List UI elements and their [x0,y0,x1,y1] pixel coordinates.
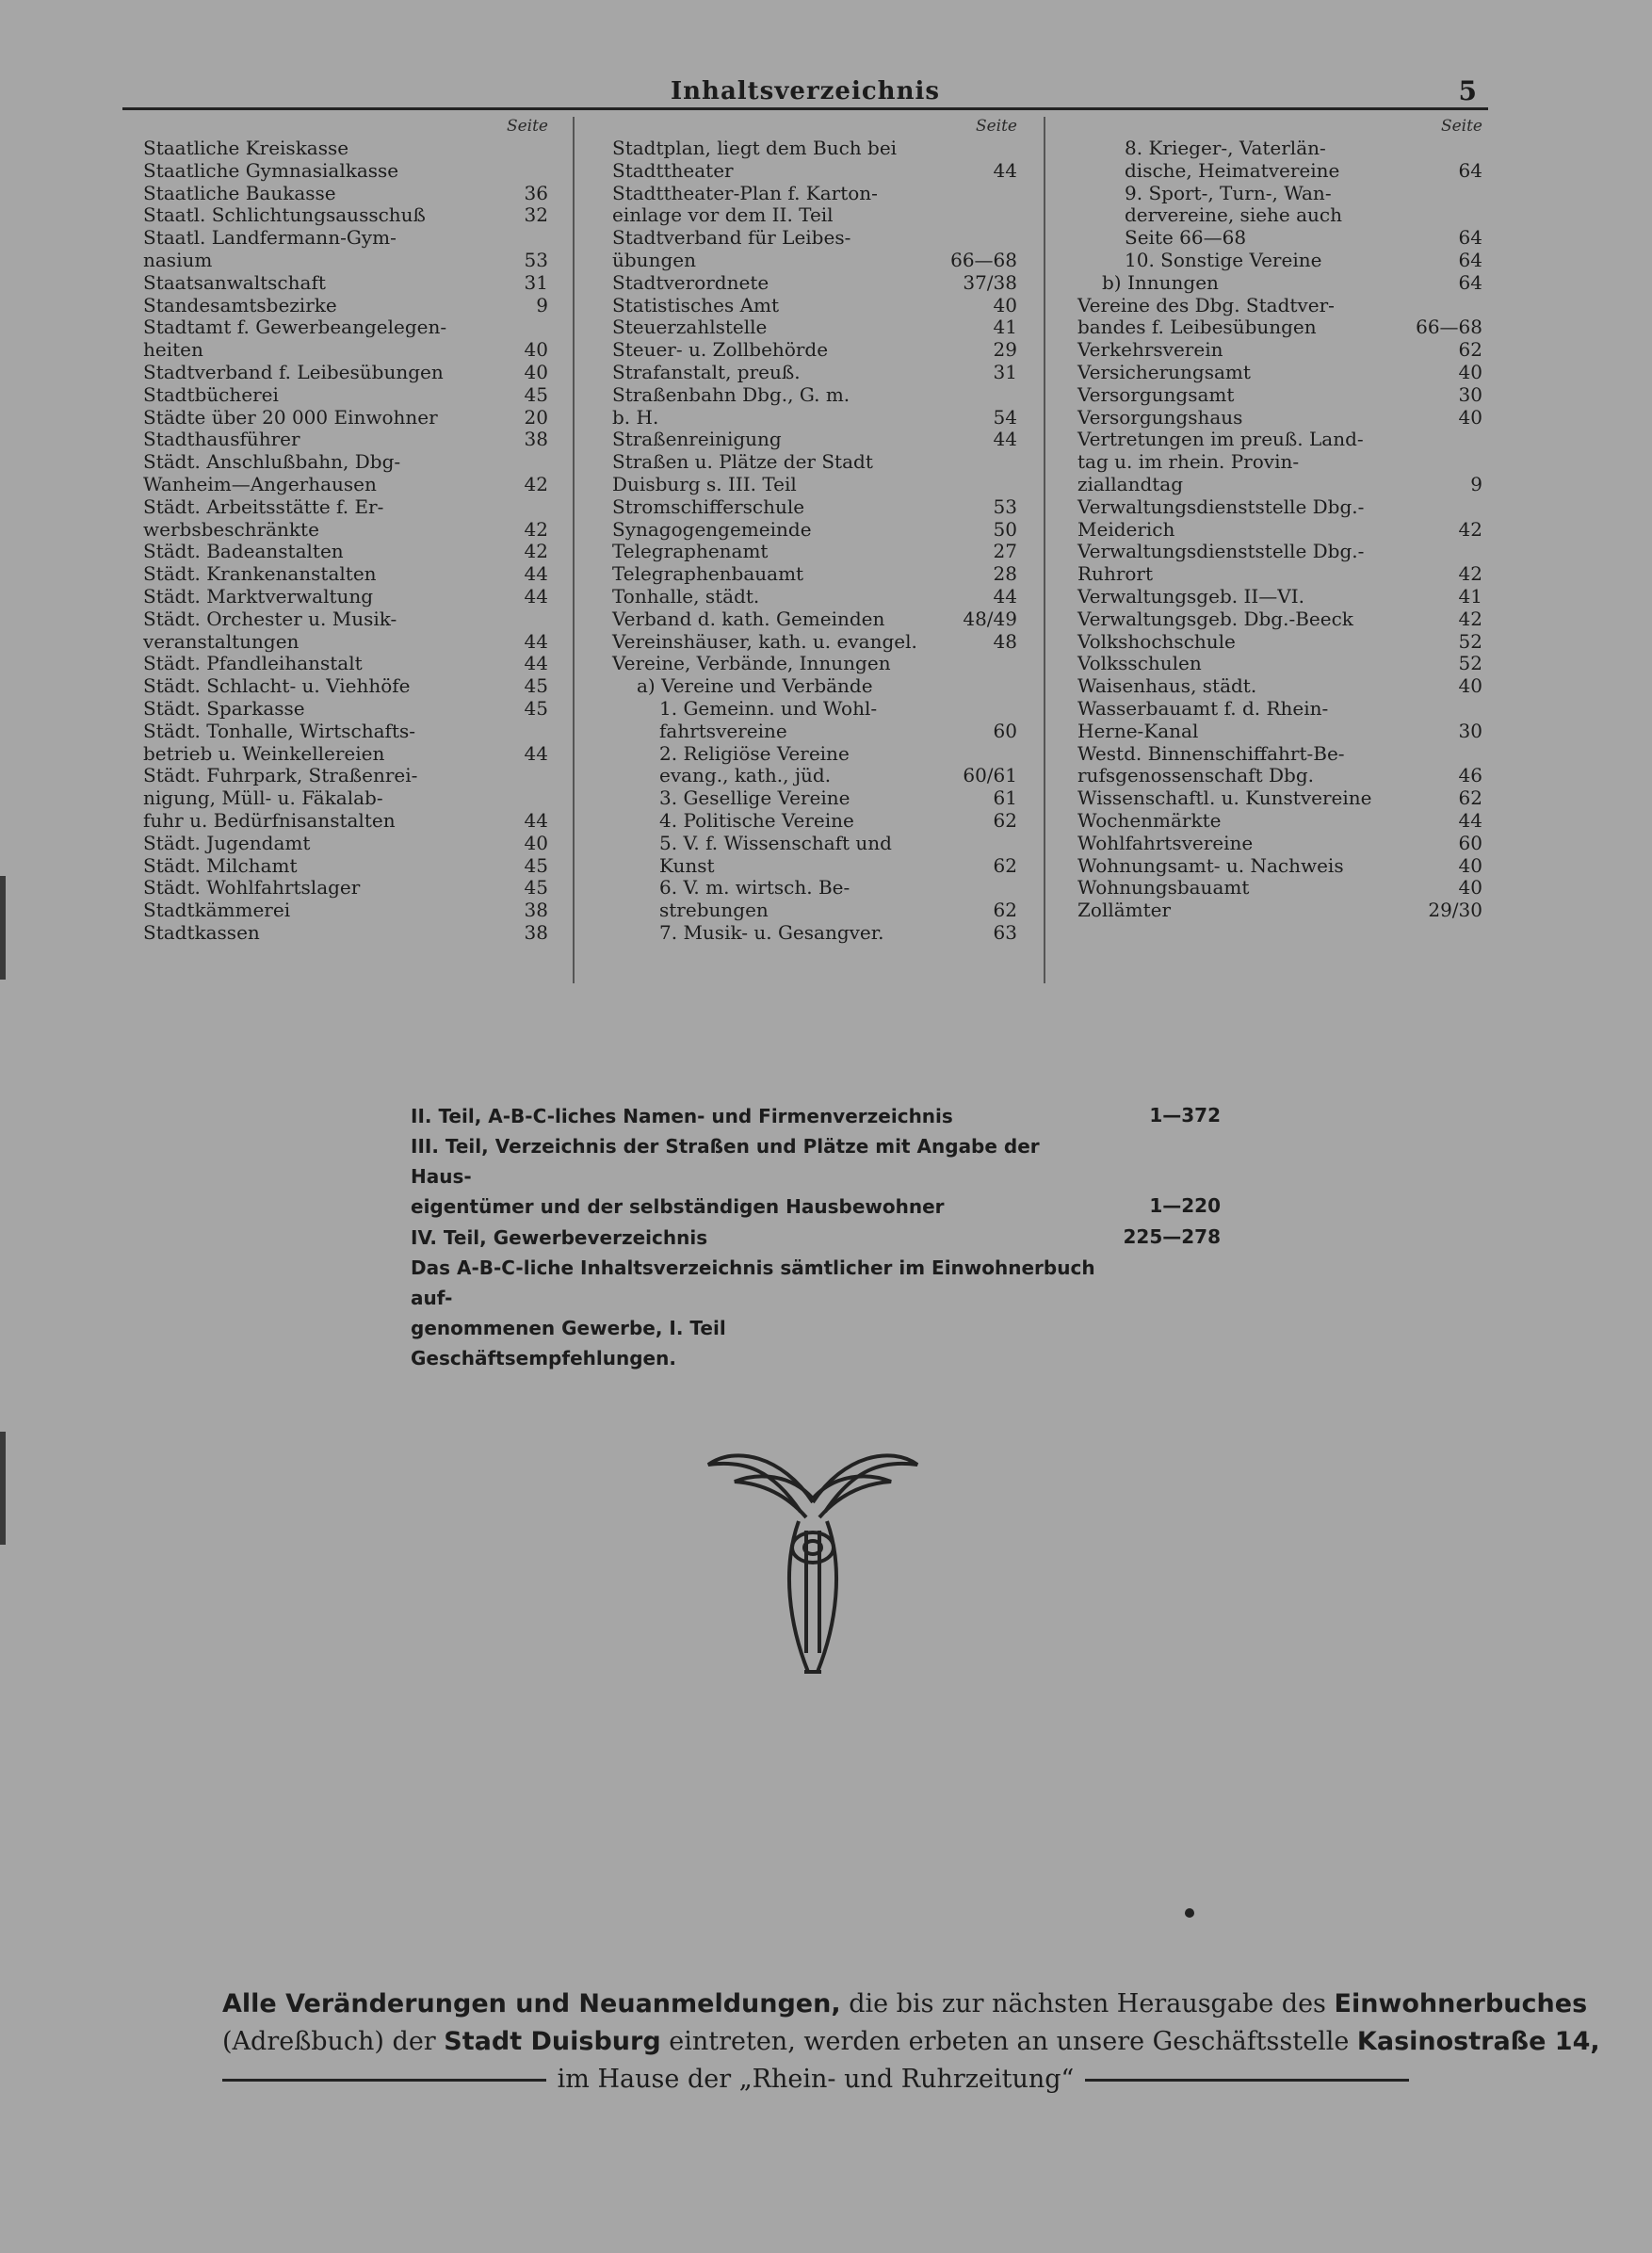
entry-page: 62 [993,853,1017,877]
index-entry [612,227,1017,272]
entry-page: 40 [524,831,548,854]
entry-page: 40 [1458,876,1482,900]
part-text: IV. Teil, Gewerbeverzeichnis [411,1226,708,1249]
entry-page: 46 [1458,764,1482,787]
entry-text: Stadtplan, liegt dem Buch bei [612,137,898,159]
entry-page: 40 [1458,853,1482,877]
index-entry [1077,429,1482,495]
notice-line-3 [222,2061,1409,2099]
notice-line-2 [222,2023,1600,2061]
entry-text: Städt. Milchamt [143,853,298,877]
entry-text: Steuer- u. Zollbehörde [612,338,829,362]
index-entry [612,563,1017,586]
part-entry [411,1253,1221,1343]
index-entry [1077,900,1482,922]
index-entry [1077,675,1482,698]
index-entry [612,631,1017,654]
entry-page: 44 [993,584,1017,608]
index-entry [1077,698,1482,743]
index-entry [143,698,548,721]
entry-text: Städt. Jugendamt [143,831,311,854]
part-text: II. Teil, A-B-C-liches Namen- und Firmenverzeichnis [411,1105,953,1127]
index-column-1 [143,117,548,945]
index-entry [612,922,1017,945]
seite-label: Seite [1440,117,1482,136]
entry-text: Volksschulen [1077,652,1202,675]
entry-page: 28 [993,562,1017,586]
entry-page: 66—68 [950,248,1017,271]
index-entry [1077,362,1482,384]
entry-text: Stadttheater-Plan f. Karton- einlage vor dem II. Teil [612,181,878,227]
index-entry [1077,877,1482,900]
entry-text: Vereine des Dbg. Stadtver- bandes f. Leibesübungen [1077,293,1335,339]
index-entry [612,316,1017,339]
entry-text: Verwaltungsdienststelle Dbg.- Ruhrort [1077,540,1365,586]
index-entry [612,519,1017,542]
entry-text: Straßenbahn Dbg., G. m. b. H. [612,382,850,429]
entry-page: 20 [524,405,548,429]
index-entry [612,877,1017,922]
entry-text: Verwaltungsgeb. Dbg.-Beeck [1077,607,1353,630]
entry-text: Straßen u. Plätze der Stadt Duisburg s. III. Teil [612,450,873,495]
notice-text: im Hause der „Rhein- und Ruhrzeitung“ [557,2065,1075,2094]
part-text: Geschäftsempfehlungen. [411,1347,676,1370]
index-entry [612,586,1017,608]
entry-page: 9 [536,293,548,316]
index-entry [612,429,1017,451]
entry-text: Standesamtsbezirke [143,293,337,316]
entry-page: 62 [1458,786,1482,810]
entry-page: 31 [993,360,1017,383]
index-entry [1077,541,1482,586]
index-entry [143,541,548,563]
entry-page: 37/38 [963,270,1017,294]
entry-page: 52 [1458,629,1482,653]
part-entry [411,1343,1221,1373]
entry-page: 38 [524,899,548,922]
entry-text: Städt. Marktverwaltung [143,584,374,608]
entry-text: Städte über 20 000 Einwohner [143,405,438,429]
entry-page: 62 [1458,338,1482,362]
entry-text: Vereinshäuser, kath. u. evangel. [612,629,917,653]
index-entry [612,833,1017,878]
entry-page: 48 [993,629,1017,653]
entry-page: 45 [524,696,548,720]
column-divider [1044,117,1045,983]
entry-page: 45 [524,674,548,698]
index-entry [143,877,548,900]
entry-text: Wohnungsbauamt [1077,876,1250,900]
index-entry [612,496,1017,519]
entry-text: 1. Gemeinn. und Wohl- fahrtsvereine [659,696,878,742]
index-entry [143,429,548,451]
entry-text: Straßenreinigung [612,428,782,451]
entry-page: 44 [524,652,548,675]
ornament-icon [706,1436,919,1681]
entry-page: 40 [524,360,548,383]
notice-text: eintreten, werden erbeten an unsere Geschäftsstelle [660,2027,1357,2056]
entry-text: Telegraphenbauamt [612,562,804,586]
entry-page: 64 [1458,270,1482,294]
entry-text: Städt. Badeanstalten [143,540,344,563]
index-entry [1077,407,1482,430]
entry-page: 44 [524,584,548,608]
entry-text: Waisenhaus, städt. [1077,674,1257,698]
index-entry [143,316,548,362]
part-page: 1—220 [1149,1194,1221,1217]
index-entry [143,295,548,317]
index-entry [143,204,548,227]
page-header [122,73,1488,110]
entry-page: 42 [524,472,548,495]
index-entry [143,900,548,922]
entry-page: 45 [524,853,548,877]
index-entry [143,362,548,384]
entry-text: 2. Religiöse Vereine evang., kath., jüd. [659,741,850,787]
entry-text: Statistisches Amt [612,293,780,316]
entry-page: 50 [993,517,1017,541]
entry-page: 52 [1458,652,1482,675]
entry-page: 61 [993,786,1017,810]
index-entry [1077,272,1482,295]
index-entry [143,833,548,855]
index-entry [1077,339,1482,362]
seite-label: Seite [506,117,548,136]
entry-text: Stadtverband f. Leibesübungen [143,360,444,383]
index-entry [1077,496,1482,542]
notice-rule [222,2079,546,2082]
entry-page: 53 [993,494,1017,518]
entry-page: 40 [1458,674,1482,698]
entry-page: 29 [993,338,1017,362]
index-entry [1077,183,1482,250]
seite-label: Seite [975,117,1017,136]
index-entry [143,451,548,496]
entry-text: Stadtbücherei [143,382,279,406]
index-entry [143,922,548,945]
entry-page: 36 [524,181,548,204]
entry-text: Synagogengemeinde [612,517,812,541]
index-entry [612,272,1017,295]
entry-text: Städt. Orchester u. Musik- veranstaltungen [143,607,397,653]
entry-text: Städt. Anschlußbahn, Dbg- Wanheim—Angerhausen [143,450,401,495]
entry-text: Wasserbauamt f. d. Rhein- Herne-Kanal [1077,696,1329,742]
entry-page: 63 [993,920,1017,944]
entry-text: 6. V. m. wirtsch. Be- strebungen [659,876,850,922]
entry-text: Verwaltungsgeb. II—VI. [1077,584,1304,608]
entry-text: Versorgungshaus [1077,405,1243,429]
entry-page: 42 [1458,517,1482,541]
entry-page: 40 [993,293,1017,316]
index-entry [612,362,1017,384]
entry-text: 3. Gesellige Vereine [659,786,850,810]
entry-text: Städt. Wohlfahrtslager [143,876,361,900]
entry-text: Steuerzahlstelle [612,316,768,339]
index-entry [1077,787,1482,810]
index-entry [143,563,548,586]
entry-page: 44 [993,158,1017,182]
index-entry [1077,250,1482,272]
index-column-2 [612,117,1017,945]
page-number: 5 [1458,75,1477,106]
entry-text: Städt. Fuhrpark, Straßenrei- nigung, Müll- u. Fäkalab- fuhr u. Bedürfnisanstalten [143,764,418,832]
entry-text: Tonhalle, städt. [612,584,760,608]
index-entry [143,675,548,698]
entry-text: Stadtamt f. Gewerbeangelegen- heiten [143,316,447,362]
index-entry [612,541,1017,563]
entry-text: 10. Sonstige Vereine [1125,248,1322,271]
index-entry [143,653,548,675]
entry-page: 42 [524,540,548,563]
index-entry [612,810,1017,833]
index-entry [612,183,1017,228]
entry-page: 41 [1458,584,1482,608]
index-entry [1077,833,1482,855]
entry-page: 42 [1458,607,1482,630]
entry-page: 41 [993,316,1017,339]
entry-text: Städt. Pfandleihanstalt [143,652,363,675]
entry-page: 44 [524,808,548,832]
entry-page: 9 [1470,472,1482,495]
notice-bold: Einwohnerbuches [1334,1989,1588,2018]
binding-dot [1185,1908,1194,1918]
index-entry [1077,608,1482,631]
entry-page: 53 [524,248,548,271]
parts-list [411,1100,1221,1373]
entry-text: Verkehrsverein [1077,338,1223,362]
entry-text: Stadthausführer [143,428,300,451]
part-text: Das A-B-C-liche Inhaltsverzeichnis sämtlicher im Einwohnerbuch auf- genommenen Gewerbe, I. Teil [411,1256,1095,1339]
part-text: III. Teil, Verzeichnis der Straßen und Plätze mit Angabe der Haus- eigentümer und der selbständigen Hausbewohner [411,1135,1040,1218]
index-entry [612,608,1017,631]
index-entry [1077,855,1482,878]
entry-text: Versicherungsamt [1077,360,1251,383]
entry-text: Städt. Sparkasse [143,696,305,720]
part-entry [411,1100,1221,1131]
entry-text: 5. V. f. Wissenschaft und Kunst [659,831,892,877]
index-entry [1077,631,1482,654]
entry-text: Staatliche Kreiskasse Staatliche Gymnasialkasse Staatliche Baukasse [143,137,399,204]
entry-text: Westd. Binnenschiffahrt-Be- rufsgenossenschaft Dbg. [1077,741,1345,787]
entry-text: Städt. Krankenanstalten [143,562,377,586]
part-page: 1—372 [1149,1104,1221,1126]
entry-text: Wissenschaftl. u. Kunstvereine [1077,786,1372,810]
index-entry [612,743,1017,788]
index-entry [143,608,548,654]
entry-text: Stadttheater [612,158,734,182]
entry-page: 40 [1458,405,1482,429]
entry-page: 54 [993,405,1017,429]
index-column-3 [1077,117,1482,922]
index-entry [1077,384,1482,407]
column-divider [573,117,575,983]
entry-text: 4. Politische Vereine [659,808,854,832]
index-entry [1077,810,1482,833]
entry-page: 60 [993,719,1017,742]
index-entry [612,675,1017,698]
index-entry [143,272,548,295]
entry-page: 27 [993,540,1017,563]
index-entry [143,855,548,878]
entry-text: Staatsanwaltschaft [143,270,326,294]
index-entry [143,496,548,542]
entry-page: 64 [1458,226,1482,250]
entry-page: 30 [1458,382,1482,406]
entry-text: b) Innungen [1102,270,1219,294]
notice-text: (Adreßbuch) der [222,2027,445,2056]
entry-text: Verband d. kath. Gemeinden [612,607,885,630]
page-edge-mark [0,876,6,980]
index-entry [1077,295,1482,340]
entry-page: 64 [1458,248,1482,271]
index-entry [612,295,1017,317]
index-entry [612,451,1017,496]
entry-page: 38 [524,920,548,944]
index-entry [143,384,548,407]
entry-text: Stadtkämmerei [143,899,291,922]
entry-page: 48/49 [963,607,1017,630]
entry-page: 40 [1458,360,1482,383]
entry-text: Städt. Arbeitsstätte f. Er- werbsbeschränkte [143,494,384,541]
page-edge-mark [0,1432,6,1545]
index-entry [612,138,1017,160]
part-entry [411,1131,1221,1222]
entry-page: 60/61 [963,764,1017,787]
entry-page: 42 [1458,562,1482,586]
notice-block [222,1986,1600,2099]
entry-page: 29/30 [1428,899,1482,922]
entry-page: 60 [1458,831,1482,854]
notice-rule [1085,2079,1409,2082]
entry-page: 31 [524,270,548,294]
entry-text: Zollämter [1077,899,1172,922]
entry-page: 62 [993,899,1017,922]
entry-page: 44 [993,428,1017,451]
index-entry [612,653,1017,675]
index-entry [612,384,1017,430]
entry-text: Staatl. Schlichtungsausschuß [143,203,426,227]
entry-text: Städt. Tonhalle, Wirtschafts- betrieb u. Weinkellereien [143,719,416,765]
notice-bold: Stadt Duisburg [444,2027,661,2056]
part-entry [411,1222,1221,1253]
entry-text: Verwaltungsdienststelle Dbg.- Meiderich [1077,494,1365,541]
page-title: Inhaltsverzeichnis [670,77,941,105]
notice-bold: Kasinostraße 14, [1356,2027,1600,2056]
entry-text: Strafanstalt, preuß. [612,360,801,383]
notice-text: die bis zur nächsten Herausgabe des [840,1989,1335,2018]
entry-text: a) Vereine und Verbände [637,674,873,698]
entry-page: 66—68 [1416,316,1482,339]
index-entry [612,787,1017,810]
index-entry [612,698,1017,743]
entry-text: Vertretungen im preuß. Land- tag u. im rhein. Provin- ziallandtag [1077,428,1364,495]
entry-text: Wochenmärkte [1077,808,1222,832]
entry-page: 42 [524,517,548,541]
entry-page: 44 [1458,808,1482,832]
entry-text: 9. Sport-, Turn-, Wan- dervereine, siehe auch Seite 66—68 [1125,181,1343,250]
entry-text: Stadtkassen [143,920,260,944]
notice-line-1 [222,1986,1588,2023]
index-entry [612,160,1017,183]
entry-text: Städt. Schlacht- u. Viehhöfe [143,674,411,698]
entry-page: 32 [524,203,548,227]
entry-text: Vereine, Verbände, Innungen [612,652,891,675]
index-entry [1077,586,1482,608]
entry-text: Stadtverband für Leibes- übungen [612,226,851,271]
entry-text: 7. Musik- u. Gesangver. [659,920,884,944]
entry-page: 38 [524,428,548,451]
part-page: 225—278 [1123,1225,1221,1248]
entry-page: 62 [993,808,1017,832]
entry-page: 44 [524,629,548,653]
entry-text: Stromschifferschule [612,494,805,518]
entry-page: 30 [1458,719,1482,742]
index-entry [143,407,548,430]
entry-text: Versorgungsamt [1077,382,1235,406]
index-entry [1077,653,1482,675]
index-entry [143,227,548,272]
entry-page: 44 [524,741,548,765]
entry-text: Stadtverordnete [612,270,769,294]
entry-page: 64 [1458,158,1482,182]
notice-bold: Alle Veränderungen und Neuanmeldungen, [222,1989,841,2018]
entry-page: 45 [524,876,548,900]
entry-text: Wohlfahrtsvereine [1077,831,1254,854]
entry-page: 44 [524,562,548,586]
entry-text: Staatl. Landfermann-Gym- nasium [143,226,397,271]
index-entry [612,339,1017,362]
entry-text: 8. Krieger-, Vaterlän- dische, Heimatvereine [1125,137,1340,182]
index-entry [143,721,548,766]
entry-page: 45 [524,382,548,406]
index-entry [143,586,548,608]
entry-text: Telegraphenamt [612,540,769,563]
entry-page: 40 [524,338,548,362]
index-entry [1077,743,1482,788]
entry-text: Volkshochschule [1077,629,1236,653]
index-entry [143,765,548,832]
entry-text: Wohnungsamt- u. Nachweis [1077,853,1344,877]
index-entry [143,138,548,204]
index-entry [1077,138,1482,183]
